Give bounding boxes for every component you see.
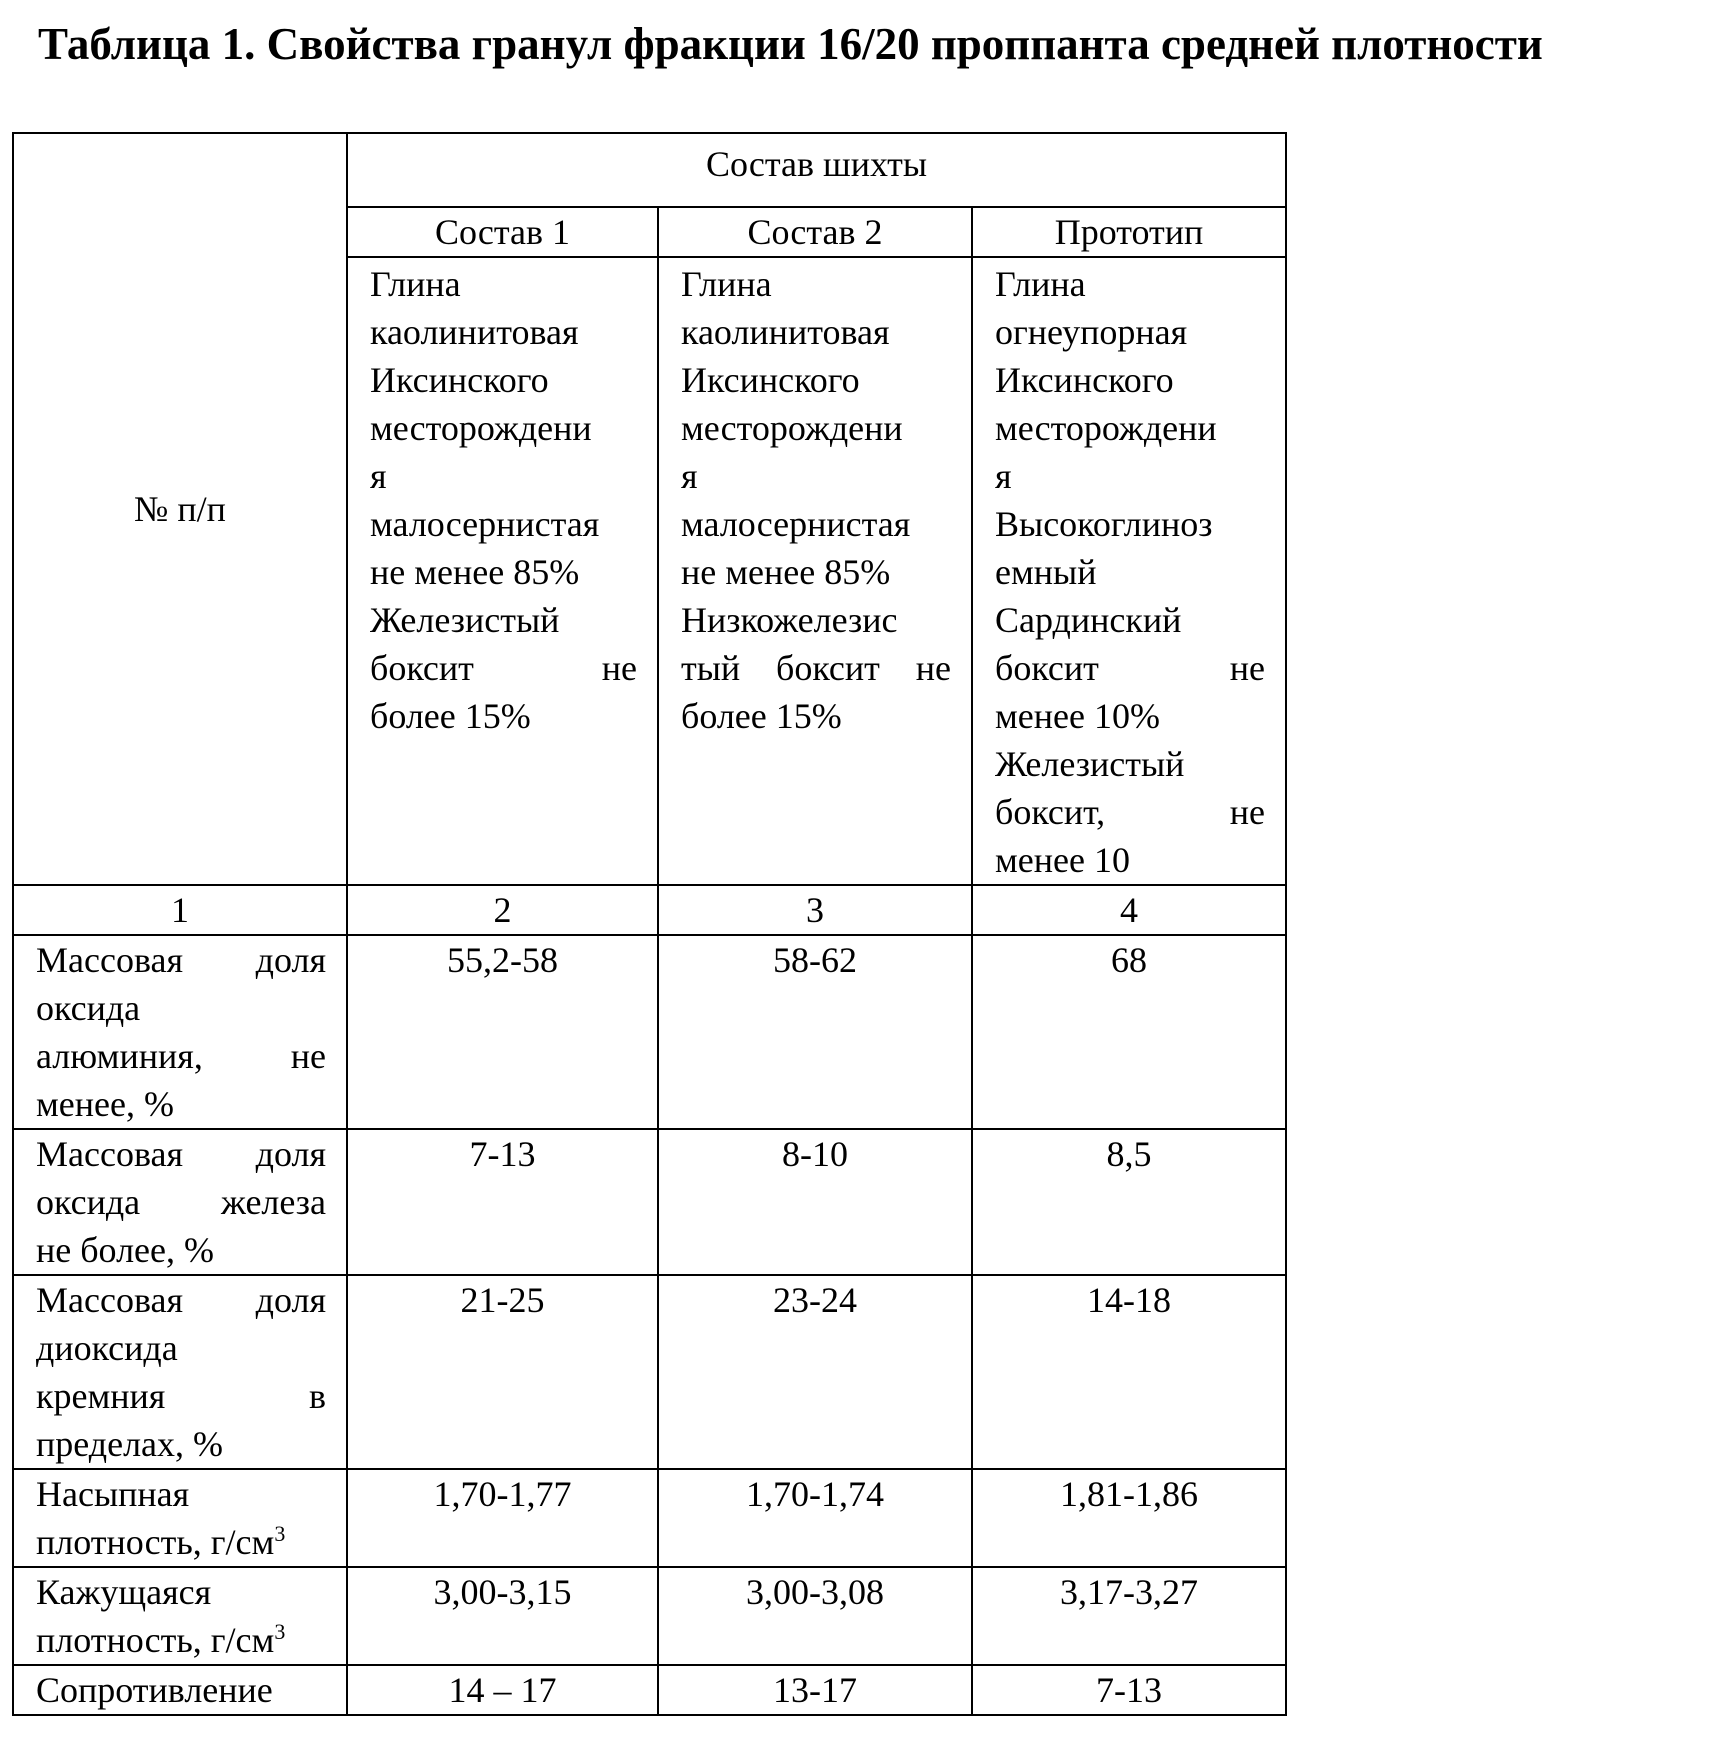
label-line	[36, 1616, 326, 1664]
desc-line: я	[995, 456, 1012, 496]
label-line: алюминия, не	[36, 1036, 326, 1076]
desc-line: Иксинского	[681, 360, 860, 400]
value-cell: 23-24	[658, 1275, 972, 1469]
value-cell: 13-17	[658, 1665, 972, 1715]
composition-1-description	[347, 257, 658, 885]
row-label-bulk-density	[13, 1469, 347, 1567]
desc-line: месторождени	[995, 408, 1217, 448]
table-row	[13, 1665, 1286, 1715]
desc-line: Высокоглиноз	[995, 504, 1213, 544]
table-row	[13, 935, 1286, 1129]
label-text: плотность, г/см	[36, 1522, 275, 1562]
desc-line: я	[681, 456, 698, 496]
value-cell: 7-13	[347, 1129, 658, 1275]
label-line	[36, 1518, 326, 1566]
value-cell: 1,70-1,74	[658, 1469, 972, 1567]
value-cell: 7-13	[972, 1665, 1286, 1715]
superscript: 3	[274, 1619, 286, 1644]
composition-2-description	[658, 257, 972, 885]
properties-table	[12, 132, 1287, 1716]
desc-line: тый боксит не	[681, 648, 951, 688]
desc-line: Железистый	[370, 600, 560, 640]
row-label-resistance	[13, 1665, 347, 1715]
composition-group-header: Состав шихты	[347, 133, 1286, 207]
superscript: 3	[274, 1521, 286, 1546]
table-row	[13, 1469, 1286, 1567]
label-line: Кажущаяся	[36, 1572, 212, 1612]
column-header-prototype: Прототип	[972, 207, 1286, 257]
index-cell: 1	[13, 885, 347, 935]
label-line: диоксида	[36, 1328, 178, 1368]
label-line: Массовая доля	[36, 1134, 326, 1174]
desc-line: Низкожелезис	[681, 600, 898, 640]
row-label-alumina	[13, 935, 347, 1129]
desc-line: я	[370, 456, 387, 496]
desc-line: Глина	[370, 264, 461, 304]
table-title: Таблица 1. Свойства гранул фракции 16/20 проппанта средней плотности	[38, 19, 1543, 69]
prototype-description	[972, 257, 1286, 885]
desc-line: каолинитовая	[681, 312, 890, 352]
desc-line: не менее 85%	[681, 552, 891, 592]
desc-line: Глина	[995, 264, 1086, 304]
desc-line: Иксинского	[995, 360, 1174, 400]
index-cell: 2	[347, 885, 658, 935]
desc-line: Сардинский	[995, 600, 1182, 640]
value-cell: 21-25	[347, 1275, 658, 1469]
label-line: Сопротивление	[36, 1670, 273, 1710]
label-line: Массовая доля	[36, 1280, 326, 1320]
value-cell: 14-18	[972, 1275, 1286, 1469]
value-cell: 1,70-1,77	[347, 1469, 658, 1567]
label-line: оксида	[36, 988, 141, 1028]
value-cell: 3,00-3,15	[347, 1567, 658, 1665]
table-row	[13, 1129, 1286, 1275]
column-header-composition-2: Состав 2	[658, 207, 972, 257]
value-cell: 8-10	[658, 1129, 972, 1275]
label-line: Насыпная	[36, 1474, 190, 1514]
label-line: не более, %	[36, 1230, 214, 1270]
label-line: пределах, %	[36, 1424, 223, 1464]
desc-line: не менее 85%	[370, 552, 580, 592]
desc-line: боксит не	[370, 648, 637, 688]
row-label-iron-oxide	[13, 1129, 347, 1275]
value-cell: 3,17-3,27	[972, 1567, 1286, 1665]
desc-line: более 15%	[370, 696, 531, 736]
label-line: кремния в	[36, 1376, 326, 1416]
value-cell: 8,5	[972, 1129, 1286, 1275]
desc-line: менее 10%	[995, 696, 1160, 736]
desc-line: огнеупорная	[995, 312, 1188, 352]
desc-line: месторождени	[370, 408, 592, 448]
label-text: плотность, г/см	[36, 1620, 275, 1660]
desc-line: месторождени	[681, 408, 903, 448]
desc-line: боксит, не	[995, 792, 1265, 832]
value-cell: 58-62	[658, 935, 972, 1129]
desc-line: более 15%	[681, 696, 842, 736]
value-cell: 1,81-1,86	[972, 1469, 1286, 1567]
label-line: менее, %	[36, 1084, 174, 1124]
desc-line: менее 10	[995, 840, 1130, 880]
desc-line: емный	[995, 552, 1097, 592]
value-cell: 68	[972, 935, 1286, 1129]
label-line: оксида железа	[36, 1182, 326, 1222]
value-cell: 3,00-3,08	[658, 1567, 972, 1665]
desc-line: Иксинского	[370, 360, 549, 400]
row-label-silica	[13, 1275, 347, 1469]
index-cell: 3	[658, 885, 972, 935]
desc-line: боксит не	[995, 648, 1265, 688]
value-cell: 14 – 17	[347, 1665, 658, 1715]
desc-line: Железистый	[995, 744, 1185, 784]
num-header: № п/п	[13, 133, 347, 885]
column-header-composition-1: Состав 1	[347, 207, 658, 257]
table-row	[13, 1275, 1286, 1469]
desc-line: каолинитовая	[370, 312, 579, 352]
desc-line: малосернистая	[370, 504, 600, 544]
desc-line: малосернистая	[681, 504, 911, 544]
label-line: Массовая доля	[36, 940, 326, 980]
row-label-apparent-density	[13, 1567, 347, 1665]
value-cell: 55,2-58	[347, 935, 658, 1129]
table-row	[13, 1567, 1286, 1665]
desc-line: Глина	[681, 264, 772, 304]
index-cell: 4	[972, 885, 1286, 935]
